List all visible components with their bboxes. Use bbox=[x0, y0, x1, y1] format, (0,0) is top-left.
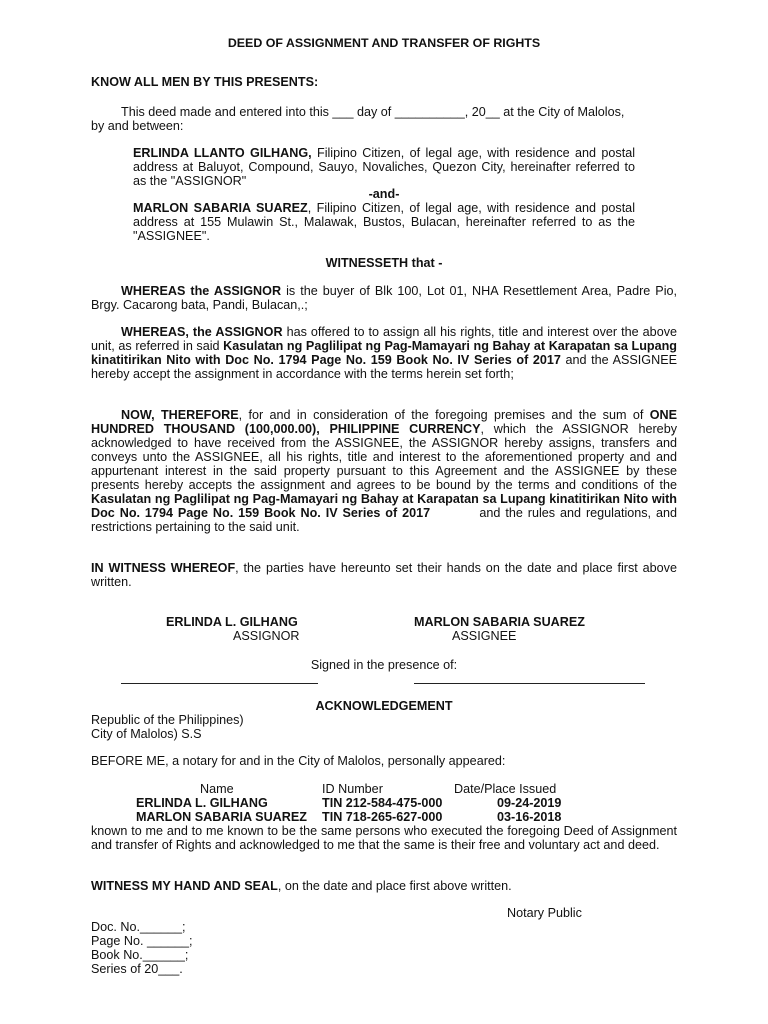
notary-public-label: Notary Public bbox=[507, 906, 582, 920]
document-title: DEED OF ASSIGNMENT AND TRANSFER OF RIGHTS bbox=[227, 36, 541, 50]
id-table-row-1-id: TIN 212-584-475-000 bbox=[322, 796, 443, 810]
assignor-party-block bbox=[133, 146, 635, 188]
now-therefore-lead: NOW, THEREFORE bbox=[121, 408, 239, 422]
whereas-2-lead: WHEREAS, the ASSIGNOR bbox=[121, 325, 283, 339]
assignor-full-name: ERLINDA LLANTO GILHANG, bbox=[133, 146, 312, 160]
in-witness-lead: IN WITNESS WHEREOF bbox=[91, 561, 236, 575]
witness-hand-text: , on the date and place first above written. bbox=[277, 879, 512, 893]
assignor-signatory-role: ASSIGNOR bbox=[233, 629, 300, 643]
in-witness-text: , the parties have hereunto set their hands on the date and place first above written. bbox=[91, 561, 677, 589]
before-me-text: BEFORE ME, a notary for and in the City of Malolos, personally appeared: bbox=[91, 754, 506, 768]
assignor-details: Filipino Citizen, of legal age, with residence and postal address at Baluyot, Compound, Sauyo, Novaliches, Quezon City, hereinafter referred to as the "ASSIGNOR" bbox=[133, 146, 636, 188]
notarial-page-no: Page No. ______; bbox=[91, 934, 193, 948]
now-therefore-text-a: , for and in consideration of the foregoing premises and the sum of bbox=[238, 408, 650, 422]
in-witness-paragraph bbox=[91, 561, 677, 589]
now-therefore-paragraph bbox=[91, 408, 681, 534]
notarial-book-no: Book No.______; bbox=[91, 948, 189, 962]
id-table-header-date: Date/Place Issued bbox=[454, 782, 557, 796]
assignee-party-block bbox=[133, 201, 635, 243]
id-table-header-id: ID Number bbox=[322, 782, 383, 796]
assignee-full-name: MARLON SABARIA SUAREZ bbox=[133, 201, 308, 215]
whereas-1-text: is the buyer of Blk 100, Lot 01, NHA Resettlement Area, Padre Pio, Brgy. Cacarong bata, Pandi, Bulacan,.; bbox=[91, 284, 678, 312]
intro-line-2: by and between: bbox=[91, 119, 184, 133]
witness-signature-line-left bbox=[121, 683, 318, 684]
venue-republic: Republic of the Philippines) bbox=[91, 713, 244, 727]
know-all-heading: KNOW ALL MEN BY THIS PRESENTS: bbox=[91, 75, 319, 89]
and-separator bbox=[0, 187, 768, 201]
id-table-row-1-date: 09-24-2019 bbox=[497, 796, 562, 810]
assignee-signatory-name: MARLON SABARIA SUAREZ bbox=[414, 615, 585, 629]
acknowledgement-heading: ACKNOWLEDGEMENT bbox=[315, 699, 453, 713]
whereas-paragraph-2 bbox=[91, 325, 677, 381]
id-table-row-2-name: MARLON SABARIA SUAREZ bbox=[136, 810, 307, 824]
whereas-2-kasulatan: Kasulatan ng Paglilipat ng Pag-Mamayari ng Bahay at Karapatan sa Lupang kinatitirikan Nito with Doc No. 1794 Page No. 159 Book No. IV Series of 2017 bbox=[91, 339, 677, 367]
now-therefore-text-c: and the rules and regulations, and restrictions pertaining to the said unit. bbox=[91, 506, 681, 534]
whereas-paragraph-1 bbox=[91, 284, 677, 312]
assignor-signatory-name: ERLINDA L. GILHANG bbox=[166, 615, 298, 629]
whereas-1-lead: WHEREAS the ASSIGNOR bbox=[121, 284, 282, 298]
assignee-details: , Filipino Citizen, of legal age, with residence and postal address at 155 Mulawin St., Malawak, Bustos, Bulacan, hereinafter referred to as the "ASSIGNEE". bbox=[133, 201, 635, 243]
witness-signature-line-right bbox=[414, 683, 645, 684]
notarial-doc-no: Doc. No.______; bbox=[91, 920, 186, 934]
witnesseth-heading: WITNESSETH that - bbox=[325, 256, 443, 270]
venue-city: City of Malolos) S.S bbox=[91, 727, 202, 741]
id-table-header-name: Name bbox=[200, 782, 234, 796]
id-table-row-1-name: ERLINDA L. GILHANG bbox=[136, 796, 268, 810]
whereas-2-text-b: and the ASSIGNEE hereby accept the assignment in accordance with the terms herein set forth; bbox=[91, 353, 677, 381]
intro-line-1: This deed made and entered into this ___ day of __________, 20__ at the City of Malolos, bbox=[121, 105, 625, 119]
and-text: -and- bbox=[368, 187, 400, 201]
witness-hand-paragraph bbox=[91, 879, 677, 893]
notarial-series: Series of 20___. bbox=[91, 962, 183, 976]
consideration-amount: ONE HUNDRED THOUSAND (100,000.00), PHILIPPINE CURRENCY bbox=[91, 408, 678, 436]
now-therefore-kasulatan: Kasulatan ng Paglilipat ng Pag-Mamayari ng Bahay at Karapatan sa Lupang kinatitirikan Nito with Doc No. 1794 Page No. 159 Book No. IV Series of 2017 bbox=[91, 492, 677, 520]
id-table-row-2-id: TIN 718-265-627-000 bbox=[322, 810, 443, 824]
witness-hand-lead: WITNESS MY HAND AND SEAL bbox=[91, 879, 278, 893]
signed-presence-text: Signed in the presence of: bbox=[310, 658, 458, 672]
assignee-signatory-role: ASSIGNEE bbox=[452, 629, 517, 643]
whereas-2-text-a: has offered to to assign all his rights, title and interest over the above unit, as referred in said bbox=[91, 325, 677, 353]
known-to-me-paragraph: known to me and to me known to be the same persons who executed the foregoing Deed of Assignment and transfer of Rights and acknowledged to me that the same is their free and voluntary act and deed. bbox=[91, 824, 677, 852]
id-table-row-2-date: 03-16-2018 bbox=[497, 810, 562, 824]
now-therefore-text-b: , which the ASSIGNOR hereby acknowledged to have received from the ASSIGNEE, the ASSIGNOR hereby assigns, transfers and conveys unto the ASSIGNEE, all his rights, title and interest to the aforementioned property and and appurtenant interest in the said property pursuant to this Agreement and the ASSIGNEE by these presents hereby accepts the assignment and agrees to be bound by the terms and conditions of the bbox=[91, 422, 677, 492]
